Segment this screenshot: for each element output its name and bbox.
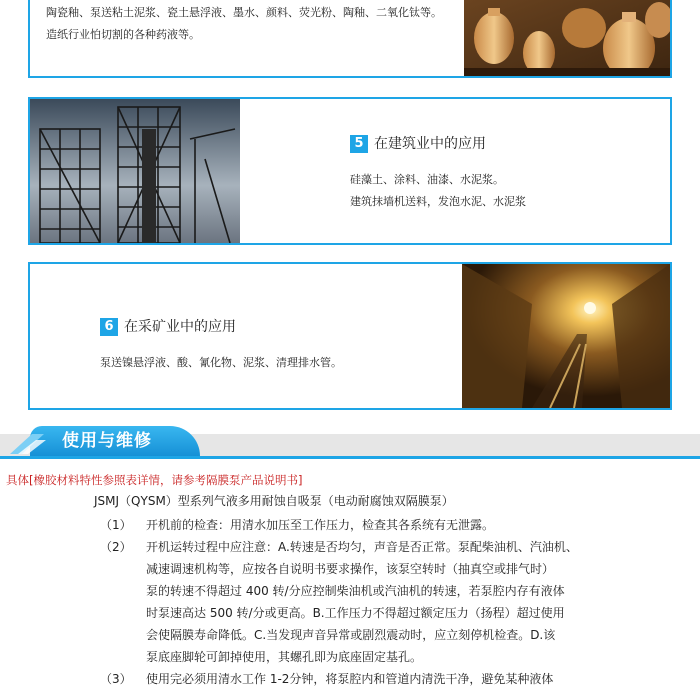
item-line: 泵底座脚轮可卸掉使用，其螺孔即为底座固定基孔。 xyxy=(146,650,423,664)
item-number: （3） xyxy=(100,672,132,686)
mine-tunnel-photo xyxy=(462,264,670,408)
banner-underline xyxy=(0,456,700,459)
instruction-item xyxy=(94,536,614,668)
card-text xyxy=(350,133,650,213)
section-title xyxy=(350,133,650,155)
card-text xyxy=(100,316,450,374)
item-body xyxy=(146,668,614,690)
card-line: 泵送镍悬浮液、酸、氰化物、泥浆、清理排水管。 xyxy=(100,356,342,369)
card-line: 建筑抹墙机送料，发泡水泥、水泥浆 xyxy=(350,195,526,208)
section-title-text: 在建筑业中的应用 xyxy=(374,136,486,152)
section-banner xyxy=(0,418,700,462)
notice-text: 具体[橡胶材料特性参照表详情，请参考隔膜泵产品说明书] xyxy=(6,473,303,487)
item-number: （1） xyxy=(100,518,132,532)
item-line: 减速调速机构等，应按各自说明书要求操作，该泵空转时（抽真空或排气时） xyxy=(146,562,555,576)
application-card-construction xyxy=(28,97,672,245)
item-body xyxy=(146,536,614,668)
item-body xyxy=(146,514,614,536)
item-line: 会使隔膜寿命降低。C.当发现声音异常或剧烈震动时，应立刻停机检查。D.该 xyxy=(146,628,556,642)
banner-title: 使用与维修 xyxy=(62,431,152,451)
item-number: （2） xyxy=(100,540,132,554)
section-number-badge: 5 xyxy=(350,135,368,153)
item-line: 开机前的检查：用清水加压至工作压力，检查其各系统有无泄露。 xyxy=(146,518,495,532)
application-card-ceramics xyxy=(28,0,672,78)
instruction-item xyxy=(94,668,614,690)
card-line: 造纸行业怕切割的各种药液等。 xyxy=(46,28,200,41)
instructions-heading: JSMJ（QYSM）型系列气液多用耐蚀自吸泵（电动耐腐蚀双隔膜泵） xyxy=(94,494,454,508)
section-number-badge: 6 xyxy=(100,318,118,336)
card-line: 硅藻土、涂料、油漆、水泥浆。 xyxy=(350,173,504,186)
item-line: 开机运转过程中应注意：A.转速是否均匀，声音是否正常。泵配柴油机、汽油机、 xyxy=(146,540,578,554)
wing-icon xyxy=(8,430,48,456)
item-line: 使用完必须用清水工作 1-2分钟，将泵腔内和管道内清洗干净，避免某种液体 xyxy=(146,672,554,686)
section-title-text: 在采矿业中的应用 xyxy=(124,319,236,335)
item-line: 时泵速高达 500 转/分或更高。B.工作压力不得超过额定压力（扬程）超过使用 xyxy=(146,606,565,620)
item-line: 泵的转速不得超过 400 转/分应控制柴油机或汽油机的转速，若泵腔内存有液体 xyxy=(146,584,565,598)
application-card-mining xyxy=(28,262,672,410)
card-line: 陶瓷釉、泵送粘土泥浆、瓷土悬浮液、墨水、颜料、荧光粉、陶釉、二氧化钛等。 xyxy=(46,6,442,19)
construction-scaffold-photo xyxy=(30,99,240,243)
instruction-item xyxy=(94,514,614,536)
pottery-photo xyxy=(464,0,670,76)
card-text xyxy=(46,2,446,46)
maintenance-instructions xyxy=(94,490,614,690)
section-title xyxy=(100,316,450,338)
